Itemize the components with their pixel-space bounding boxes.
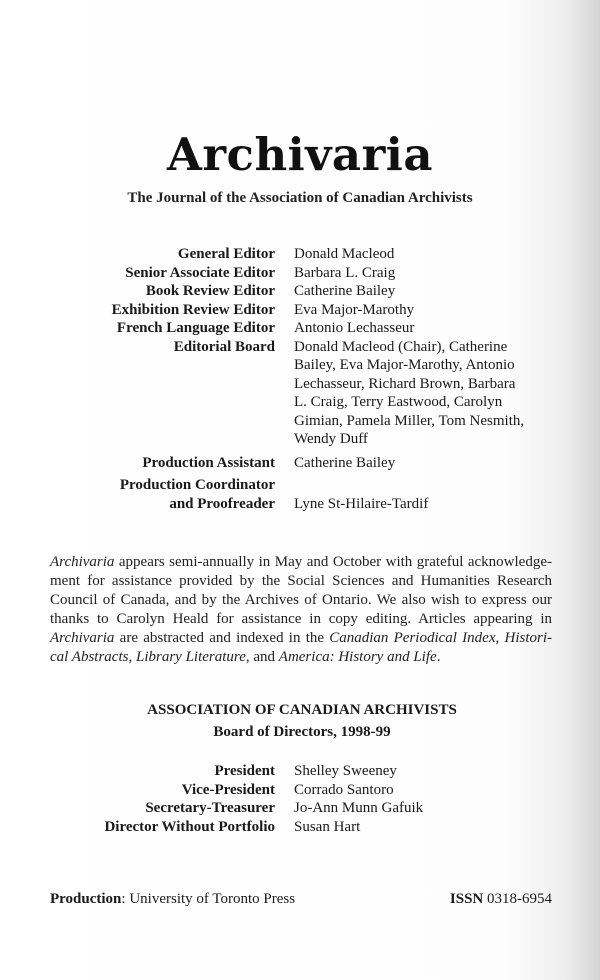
role-names bbox=[294, 319, 570, 338]
name-line: Eva Major-Marothy bbox=[294, 301, 415, 318]
page-footer bbox=[50, 891, 552, 908]
board-row bbox=[30, 818, 570, 837]
italic-title: America: History and Life bbox=[278, 649, 437, 665]
role-label: Vice-President bbox=[181, 781, 275, 798]
name-line: Barbara L. Craig bbox=[294, 264, 396, 281]
production-value: : University of Toronto Press bbox=[121, 891, 296, 907]
role-names: Susan Hart bbox=[294, 818, 361, 835]
masthead-row bbox=[30, 319, 570, 338]
paragraph-text: are abstracted and indexed in the bbox=[114, 630, 330, 646]
role-label: Production Assistant bbox=[142, 454, 275, 471]
name-line: Donald Macleod bbox=[294, 246, 395, 262]
name-line: L. Craig, Terry Eastwood, Carolyn bbox=[294, 394, 503, 410]
role-names bbox=[294, 476, 570, 495]
acknowledgement-paragraph bbox=[50, 553, 552, 667]
name-line: Bailey, Eva Major-Marothy, Antonio bbox=[294, 357, 515, 373]
name-line: Catherine Bailey bbox=[294, 283, 396, 299]
paragraph-text: , and bbox=[245, 649, 279, 665]
production-credit bbox=[50, 891, 295, 908]
italic-title: Histori-cal Abstracts bbox=[50, 630, 552, 665]
paragraph-text: appears semi-annually in May and October with grateful acknowledge-ment for assistance provided by the Social Sciences and Humanities Research Council of Canada, and by the Archives of Ontario. We also wish to express our thanks to Carolyn Heald for assistance in copy editing. Articles appearing in bbox=[50, 554, 552, 627]
role-label: President bbox=[214, 763, 275, 779]
name-line: Antonio Lechasseur bbox=[294, 320, 415, 336]
role-names bbox=[294, 495, 570, 514]
masthead-row bbox=[30, 264, 570, 283]
production-label: Production bbox=[50, 891, 122, 907]
role-label: Director Without Portfolio bbox=[104, 818, 275, 835]
masthead-row bbox=[30, 282, 570, 301]
paragraph-text: , bbox=[128, 649, 136, 665]
role-label: and Proofreader bbox=[169, 495, 275, 512]
masthead-row bbox=[30, 495, 570, 514]
role-label: French Language Editor bbox=[116, 320, 275, 336]
board-row bbox=[30, 762, 570, 781]
name-line: Donald Macleod (Chair), Catherine bbox=[294, 338, 508, 355]
masthead-row bbox=[30, 454, 570, 473]
issn-label: ISSN bbox=[449, 891, 484, 907]
journal-title: Archivaria bbox=[166, 128, 434, 181]
paragraph-text: . bbox=[436, 649, 441, 665]
board-of-directors bbox=[30, 762, 570, 836]
italic-title: Canadian Periodical Index bbox=[329, 630, 496, 646]
journal-subtitle: The Journal of the Association of Canadian Archivists bbox=[127, 190, 473, 206]
italic-title: Archivaria bbox=[50, 554, 115, 570]
italic-title: Archivaria bbox=[50, 630, 115, 646]
role-label: Editorial Board bbox=[173, 338, 275, 355]
role-names bbox=[294, 301, 570, 320]
issn-credit bbox=[450, 891, 552, 908]
role-names: Shelley Sweeney bbox=[294, 763, 397, 779]
italic-title: Library Literature bbox=[135, 649, 246, 665]
role-label: Exhibition Review Editor bbox=[111, 301, 275, 318]
board-heading: Board of Directors, 1998-99 bbox=[213, 724, 391, 740]
role-names bbox=[294, 264, 570, 283]
paragraph-text: , bbox=[495, 630, 505, 646]
editorial-board-names bbox=[294, 338, 570, 449]
board-row bbox=[30, 799, 570, 818]
role-names: Jo-Ann Munn Gafuik bbox=[294, 800, 424, 816]
role-names bbox=[294, 245, 570, 264]
role-label: General Editor bbox=[177, 246, 275, 262]
masthead-row bbox=[30, 476, 570, 495]
role-label: Secretary-Treasurer bbox=[145, 800, 275, 816]
association-heading: ASSOCIATION OF CANADIAN ARCHIVISTS bbox=[147, 702, 457, 718]
name-line: Lyne St-Hilaire-Tardif bbox=[294, 495, 429, 512]
masthead-row bbox=[30, 338, 570, 449]
name-line: Lechasseur, Richard Brown, Barbara bbox=[294, 375, 516, 392]
role-label: Book Review Editor bbox=[145, 283, 275, 299]
role-label: Production Coordinator bbox=[119, 477, 275, 493]
role-names: Corrado Santoro bbox=[294, 781, 394, 798]
board-row bbox=[30, 781, 570, 800]
role-names bbox=[294, 454, 570, 473]
name-line: Wendy Duff bbox=[294, 431, 368, 447]
role-label: Senior Associate Editor bbox=[125, 264, 275, 281]
name-line: Catherine Bailey bbox=[294, 454, 396, 471]
issn-value: 0318-6954 bbox=[483, 891, 552, 907]
masthead-row bbox=[30, 301, 570, 320]
editorial-masthead bbox=[30, 245, 570, 513]
role-names bbox=[294, 282, 570, 301]
masthead-row bbox=[30, 245, 570, 264]
name-line: Gimian, Pamela Miller, Tom Nesmith, bbox=[294, 412, 525, 429]
